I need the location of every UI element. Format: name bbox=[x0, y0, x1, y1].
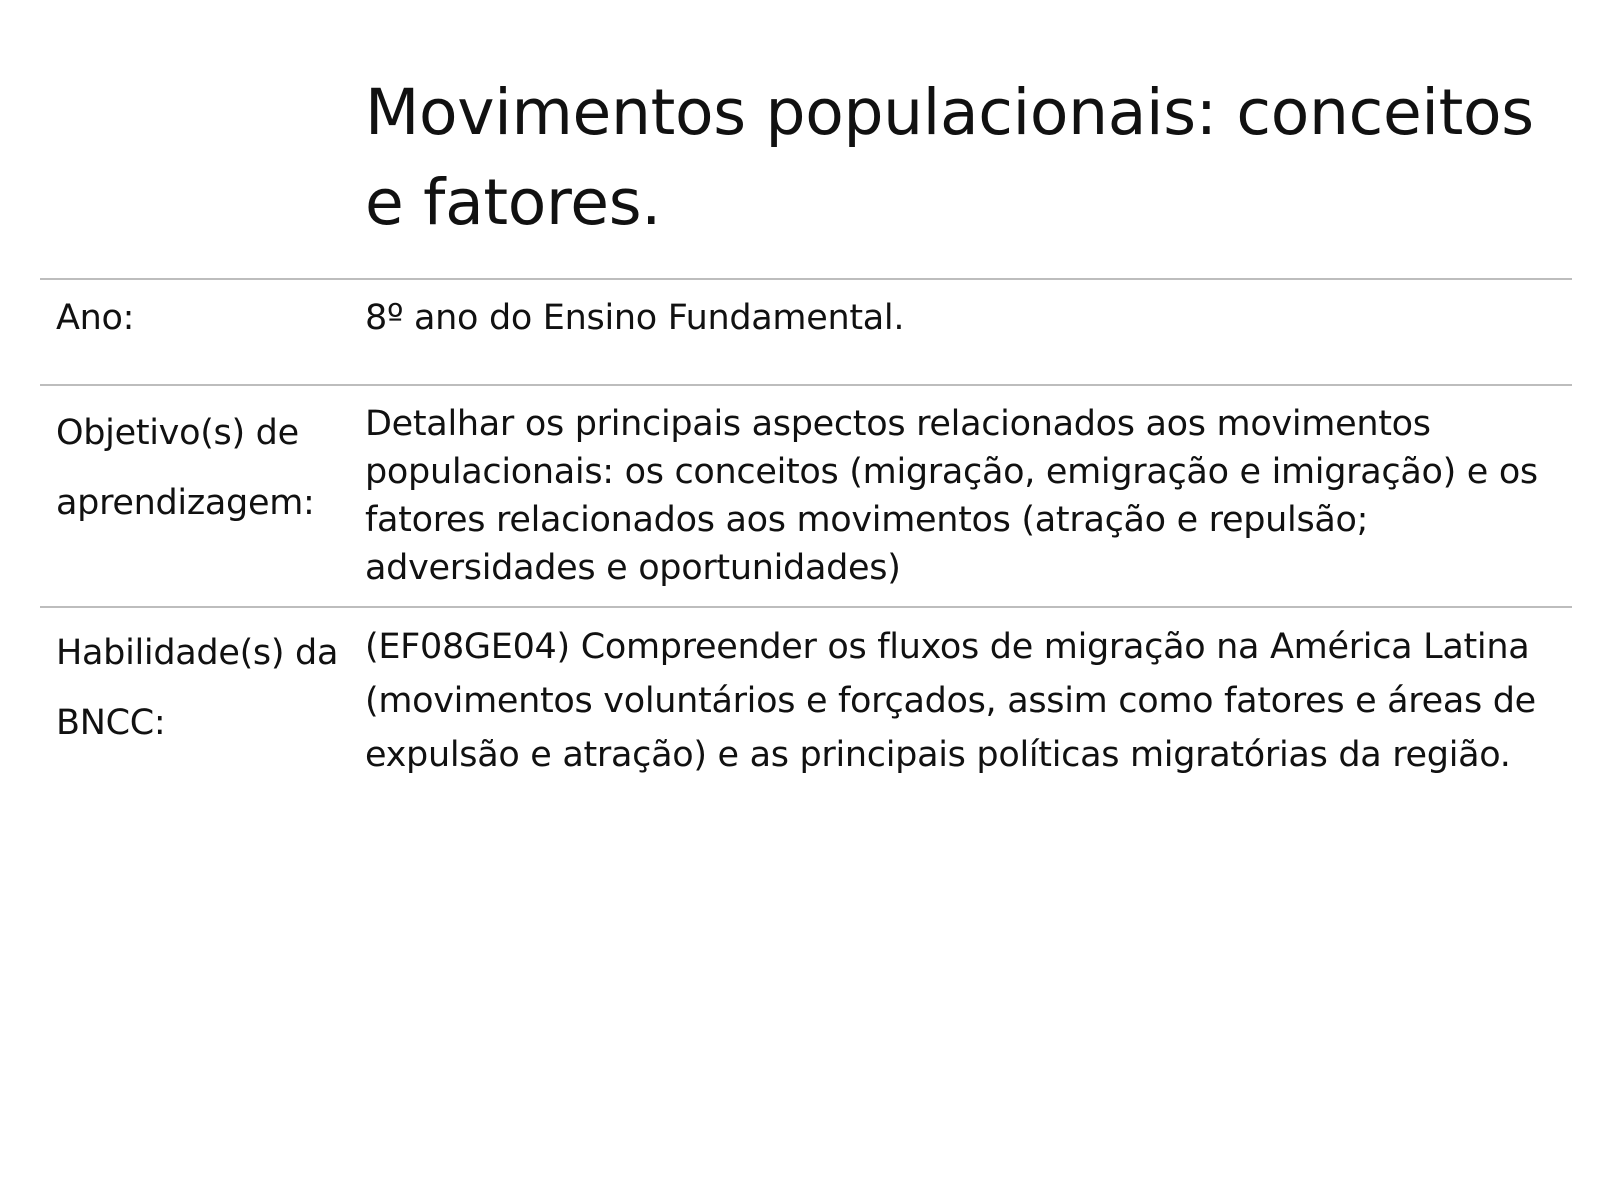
title-spacer bbox=[40, 68, 365, 248]
objectives-value: Detalhar os principais aspectos relacionados aos movimentos populacionais: os conceitos (migração, emigração e imigração) e os fatores relacionados aos movimentos (atração e repulsão; adversidades e oportunidades) bbox=[365, 404, 1538, 588]
info-row-objectives bbox=[40, 384, 1572, 606]
year-value: 8º ano do Ensino Fundamental. bbox=[365, 298, 905, 338]
page-title: Movimentos populacionais: conceitos e fatores. bbox=[365, 76, 1534, 239]
bncc-skills-value: (EF08GE04) Compreender os fluxos de migração na América Latina (movimentos voluntários e forçados, assim como fatores e áreas de expulsão e atração) e as principais políticas migratórias da região. bbox=[365, 627, 1536, 775]
title-row bbox=[40, 0, 1572, 278]
objectives-label: Objetivo(s) de aprendizagem: bbox=[56, 413, 315, 523]
year-label: Ano: bbox=[56, 298, 135, 338]
lesson-plan-document bbox=[40, 0, 1572, 846]
bncc-skills-label: Habilidade(s) da BNCC: bbox=[56, 633, 339, 743]
info-row-bncc-skills bbox=[40, 606, 1572, 846]
info-row-year bbox=[40, 278, 1572, 384]
